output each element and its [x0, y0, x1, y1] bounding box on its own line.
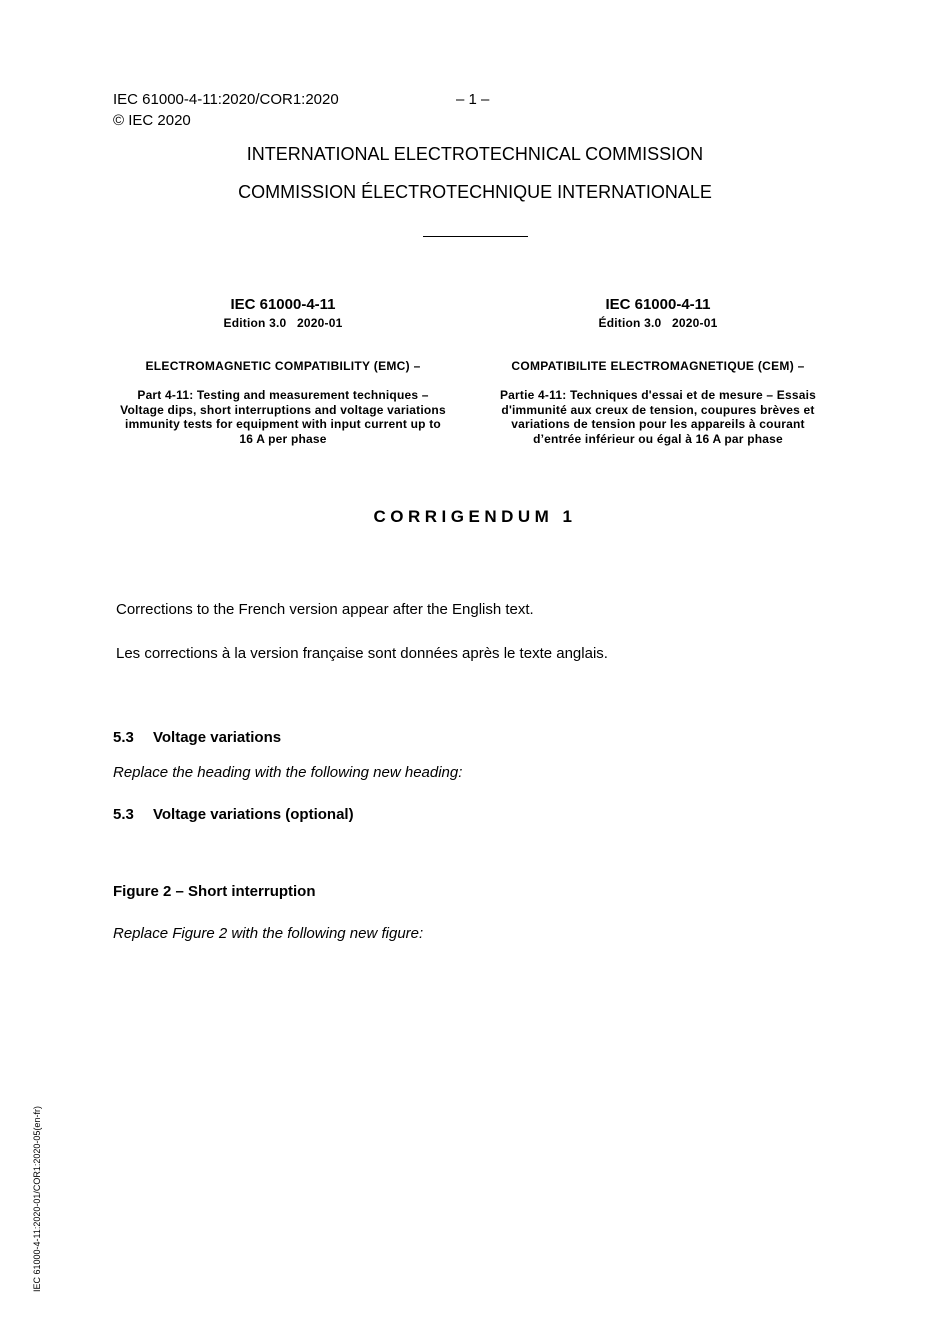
new-section-number: 5.3 — [113, 806, 134, 823]
note-fr: Les corrections à la version française sont données après le texte anglais. — [116, 645, 608, 662]
new-section-title: Voltage variations (optional) — [153, 806, 354, 823]
org-name-en: INTERNATIONAL ELECTROTECHNICAL COMMISSION — [246, 144, 704, 164]
figure-instruction: Replace Figure 2 with the following new figure: — [113, 925, 424, 942]
edition-en: Edition 3.0 2020-01 — [223, 316, 343, 330]
section-title: Voltage variations — [153, 729, 282, 746]
title-fr: Partie 4-11: Techniques d'essai et de mesure – Essais d'immunité aux creux de tension, coupures brèves et variations de tension pour les appareils à courant d’entrée inférieur ou égal à 16 A par phase — [499, 388, 817, 446]
corrigendum-title: CORRIGENDUM 1 — [373, 507, 577, 526]
copyright-line: © IEC 2020 — [113, 112, 191, 129]
side-document-label: IEC 61000-4-11:2020-01/COR1:2020-05(en-fr) — [32, 1106, 42, 1292]
standard-number-fr: IEC 61000-4-11 — [605, 296, 711, 313]
title-en: Part 4-11: Testing and measurement techniques – Voltage dips, short interruptions and voltage variations immunity tests for equipment with input current up to 16 A per phase — [120, 388, 446, 446]
subject-en: ELECTROMAGNETIC COMPATIBILITY (EMC) – — [145, 359, 421, 373]
org-name-fr: COMMISSION ÉLECTROTECHNIQUE INTERNATIONALE — [238, 182, 712, 202]
page-number: – 1 – — [456, 91, 490, 108]
subject-fr: COMPATIBILITE ELECTROMAGNETIQUE (CEM) – — [511, 359, 805, 373]
section-heading — [113, 728, 281, 748]
section-instruction: Replace the heading with the following new heading: — [113, 764, 463, 781]
edition-fr: Édition 3.0 2020-01 — [598, 316, 718, 330]
figure-heading: Figure 2 – Short interruption — [113, 883, 316, 900]
standard-number-en: IEC 61000-4-11 — [230, 296, 336, 313]
section-number: 5.3 — [113, 729, 134, 746]
note-en: Corrections to the French version appear after the English text. — [116, 601, 534, 618]
new-section-heading — [113, 805, 354, 825]
doc-reference: IEC 61000-4-11:2020/COR1:2020 — [113, 91, 339, 108]
divider-rule — [423, 236, 528, 237]
